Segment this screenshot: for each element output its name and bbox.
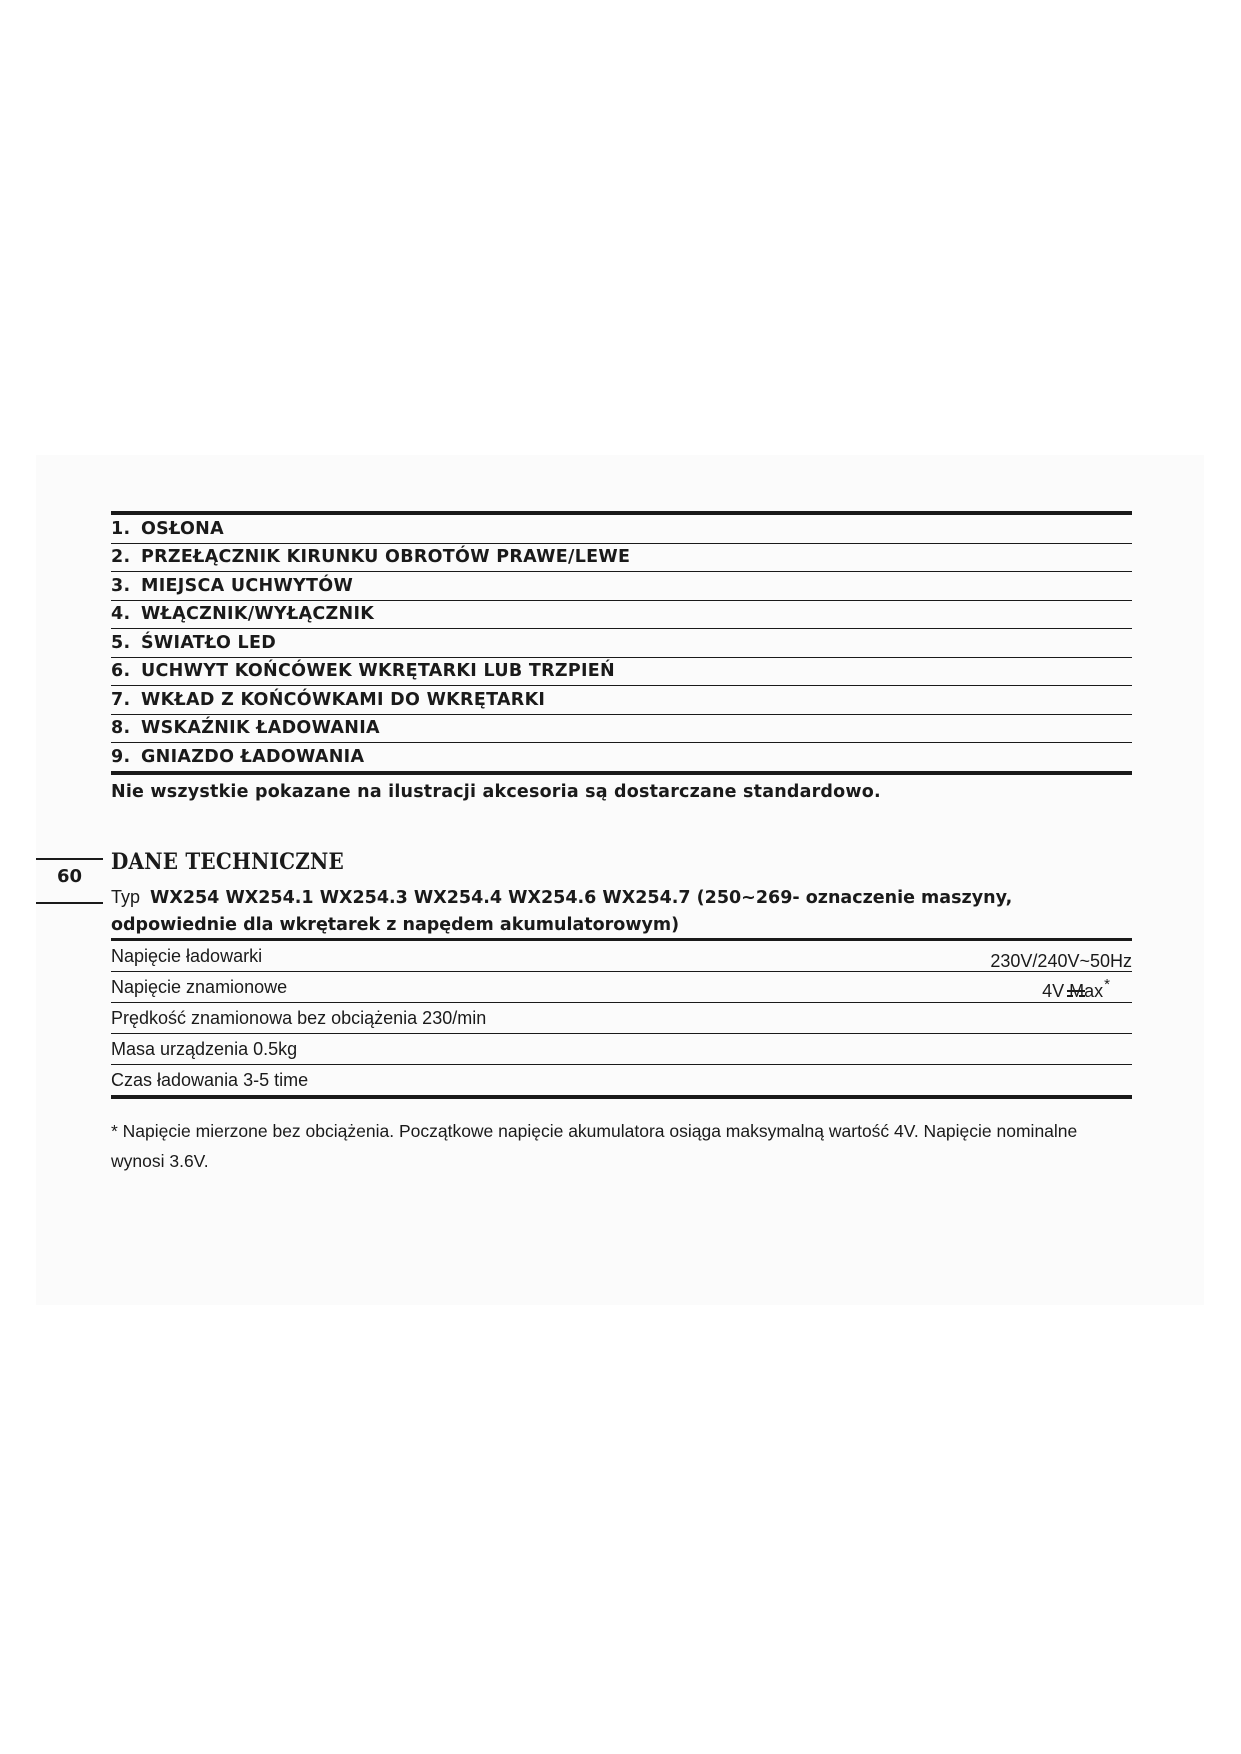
accessories-note: Nie wszystkie pokazane na ilustracji akcesoria są dostarczane standardowo. <box>111 782 881 802</box>
item-number: 1. <box>111 518 131 539</box>
item-label: PRZEŁĄCZNIK KIRUNKU OBROTÓW PRAWE/LEWE <box>141 547 631 568</box>
list-item <box>111 686 1132 715</box>
list-item <box>111 572 1132 601</box>
section-title: DANE TECHNICZNE <box>111 848 344 875</box>
footnote-mark: * <box>1104 976 1110 993</box>
voltage-value: 4V <box>1042 981 1065 1001</box>
spec-label: Czas ładowania 3-5 time <box>111 1070 309 1090</box>
parts-list <box>111 511 1132 775</box>
page-number: 60 <box>56 866 83 887</box>
voltage-max: Max <box>1069 981 1104 1001</box>
item-number: 2. <box>111 547 131 568</box>
spec-value: 230V/240V~50Hz <box>990 951 1132 971</box>
list-item <box>111 515 1132 544</box>
page-number-rule-top <box>36 858 103 860</box>
table-row <box>111 972 1132 1003</box>
spec-value <box>1042 976 1110 1002</box>
item-label: WSKAŹNIK ŁADOWANIA <box>141 718 380 739</box>
item-label: OSŁONA <box>141 518 224 539</box>
table-row <box>111 941 1132 972</box>
list-item <box>111 658 1132 687</box>
item-number: 9. <box>111 746 131 767</box>
type-line <box>111 884 1136 938</box>
item-number: 6. <box>111 661 131 682</box>
item-number: 4. <box>111 604 131 625</box>
item-label: GNIAZDO ŁADOWANIA <box>141 746 365 767</box>
item-label: ŚWIATŁO LED <box>141 632 277 653</box>
spec-label: Prędkość znamionowa bez obciążenia 230/min <box>111 1008 487 1028</box>
spec-label: Napięcie ładowarki <box>111 946 263 966</box>
item-label: WŁĄCZNIK/WYŁĄCZNIK <box>141 604 375 625</box>
spec-label: Napięcie znamionowe <box>111 977 288 997</box>
item-label: UCHWYT KOŃCÓWEK WKRĘTARKI LUB TRZPIEŃ <box>141 661 615 682</box>
footnote: * Napięcie mierzone bez obciążenia. Początkowe napięcie akumulatora osiąga maksymalną wartość 4V. Napięcie nominalne wynosi 3.6V. <box>111 1121 1078 1171</box>
page-number-rule-bottom <box>36 902 103 904</box>
spec-table <box>111 938 1132 1099</box>
type-models: WX254 WX254.1 WX254.3 WX254.4 WX254.6 WX254.7 (250~269- oznaczenie maszyny, odpowiednie dla wkrętarek z napędem akumulatorowym) <box>111 888 1013 935</box>
item-number: 7. <box>111 689 131 710</box>
list-item <box>111 601 1132 630</box>
list-item <box>111 629 1132 658</box>
item-number: 8. <box>111 718 131 739</box>
item-label: WKŁAD Z KOŃCÓWKAMI DO WKRĘTARKI <box>141 689 546 710</box>
table-row <box>111 1034 1132 1065</box>
item-number: 5. <box>111 632 131 653</box>
type-label: Typ <box>111 887 141 907</box>
list-item <box>111 743 1132 771</box>
list-item <box>111 544 1132 573</box>
spec-label: Masa urządzenia 0.5kg <box>111 1039 298 1059</box>
table-row <box>111 1003 1132 1034</box>
table-row <box>111 1065 1132 1095</box>
item-number: 3. <box>111 575 131 596</box>
list-item <box>111 715 1132 744</box>
item-label: MIEJSCA UCHWYTÓW <box>141 575 354 596</box>
